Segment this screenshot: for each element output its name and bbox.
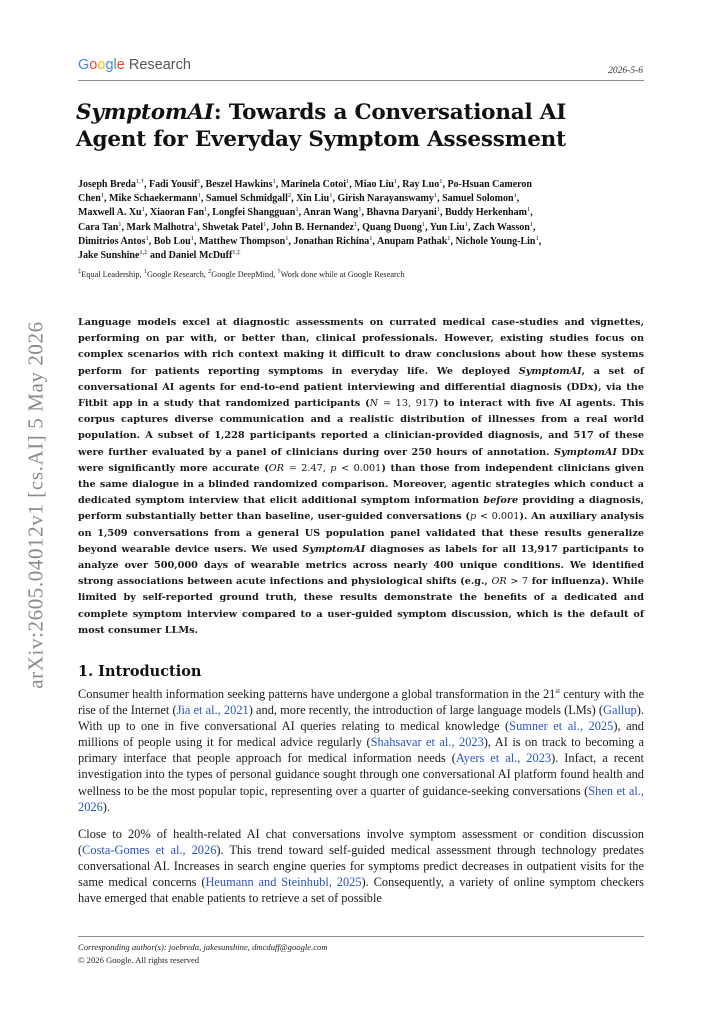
title-line2: Agent for Everyday Symptom Assessment [76, 127, 566, 152]
author-line: Cara Tan$^1$, Mark Malhotra$^1$, Shwetak Patel$^1$, John B. Hernandez$^1$, Quang Duong$^1$, Yun Liu$^1$, Zach Wasson$^1$, [78, 220, 536, 233]
section-heading: 1. Introduction [78, 663, 202, 680]
paper-title [76, 99, 646, 153]
author-line: Jake Sunshine$^{1,\ddagger}$ and Daniel McDuff$^{1,\ddagger}$ [78, 249, 241, 262]
copyright: © 2026 Google. All rights reserved [78, 955, 200, 965]
author-list [78, 178, 644, 263]
paper-date: 2026-5-6 [608, 66, 643, 76]
title-line1: : Towards a Conversational AI [213, 100, 567, 125]
title-italic: SymptomAI [76, 100, 214, 125]
logo-letter: o [89, 57, 98, 73]
affiliations: ‡Equal Leadership, $^1$Google Research, $^2$Google DeepMind, †Work done while at Google Research [78, 268, 405, 279]
author-line: Chen$^1$, Mike Schaekermann$^1$, Samuel Schmidgall$^2$, Xin Liu$^1$, Girish Narayanswamy$^1$, Samuel Solomon$^1$, [78, 192, 520, 205]
author-line: Maxwell A. Xu$^1$, Xiaoran Fan$^1$, Longfei Shangguan$^1$, Anran Wang$^1$, Bhavna Daryani$^1$, Buddy Herkenham$^1$, [78, 206, 533, 219]
logo-letter: e [116, 57, 125, 73]
author-line: Dimitrios Antos$^1$, Bob Lou$^1$, Matthew Thompson$^1$, Jonathan Richina$^1$, Anupam Pathak$^1$, Nichole Young-Lin$^1$, [78, 234, 542, 247]
logo-letter: l [113, 57, 117, 73]
google-research-logo [78, 57, 191, 73]
logo-letter: G [78, 57, 90, 73]
logo-letter: o [97, 57, 106, 73]
intro-paragraph-1: Consumer health information seeking patterns have undergone a global transformation in the 21st century with the rise of the Internet (Jia et al., 2021) and, more recently, the introduction of large language models (LMs) (Gallup). With up to one in five conversational AI queries relating to medical knowledge (Sumner et al., 2025), and millions of people using it for medical advice regularly (Shahsavar et al., 2023), AI is on track to becoming a primary interface that people approach for medical information needs (Ayers et al., 2023). Infact, a recent investigation into the types of personal guidance sought through one conversational AI platform found health and wellness to be the most popular topic, representing over a quarter of guidance-seeking conversations (Shen et al., 2026). [78, 687, 645, 814]
logo-research-label: Research [128, 57, 191, 73]
intro-paragraph-2: Close to 20% of health-related AI chat conversations involve symptom assessment or condition discussion (Costa-Gomes et al., 2026). This trend toward self-guided medical assessment through technology predates conversational AI. Increases in search engine queries for symptoms predict decreases in outpatient visits for the same medical concerns (Heumann and Steinhubl, 2025). Consequently, a variety of online symptom checkers have emerged that enable patients to retrieve a set of possible [78, 827, 644, 906]
arxiv-stamp [20, 300, 52, 710]
abstract-text: Language models excel at diagnostic assessments on currated medical case-studies and vignettes, performing on par with, or better than, clinical professionals. However, existing studies focus on complex scenarios with rich context making it difficult to draw conclusions about how these systems perform for patients reporting symptoms in everyday life. We deployed SymptomAI, a set of conversational AI agents for end-to-end patient interviewing and differential diagnosis (DDx), via the Fitbit app in a study that randomized participants (N = 13, 917) to interact with five AI agents. This corpus captures diverse communication and a realistic distribution of illnesses from a real world population. A subset of 1,228 participants reported a clinician-provided diagnosis, and 517 of these were further evaluated by a panel of clinicians during over 250 hours of annotation. SymptomAI DDx were significantly more accurate (OR = 2.47, p < 0.001) than those from independent clinicians given the same dialogue in a blinded randomized comparison. Moreover, agentic strategies which conduct a dedicated symptom interview that elicit additional symptom information before providing a diagnosis, perform substantially better than baseline, user-guided conversations (p < 0.001). An auxiliary analysis on 1,509 conversations from a general US population panel validated that these results generalize beyond wearable device users. We used SymptomAI diagnoses as labels for all 13,917 participants to analyze over 500,000 days of wearable metrics across nearly 400 unique conditions. We identified strong associations between acute infections and physiological shifts (e.g., OR > 7 for influenza). While limited by self-reported ground truth, these results demonstrate the benefits of a dedicated and complete symptom interview compared to a user-guided symptom discussion, which is the default of most consumer LLMs. [78, 317, 645, 636]
abstract [78, 315, 644, 639]
header-divider [78, 80, 644, 81]
footer-divider [78, 936, 644, 937]
logo-letter: g [105, 57, 114, 73]
corresponding-author: Corresponding author(s): joebreda, jakesunshine, dmcduff@google.com [78, 942, 328, 952]
author-line: Joseph Breda$^{1,\dagger}$, Fadi Yousif$^1$, Beszel Hawkins$^1$, Marinela Cotoi$^1$, Miao Liu$^1$, Ray Luo$^1$, Po-Hsuan Cameron [78, 178, 532, 190]
arxiv-id: arXiv:2605.04012v1 [cs.AI] 5 May 2026 [23, 321, 48, 689]
logo-google-wordmark [78, 57, 125, 73]
